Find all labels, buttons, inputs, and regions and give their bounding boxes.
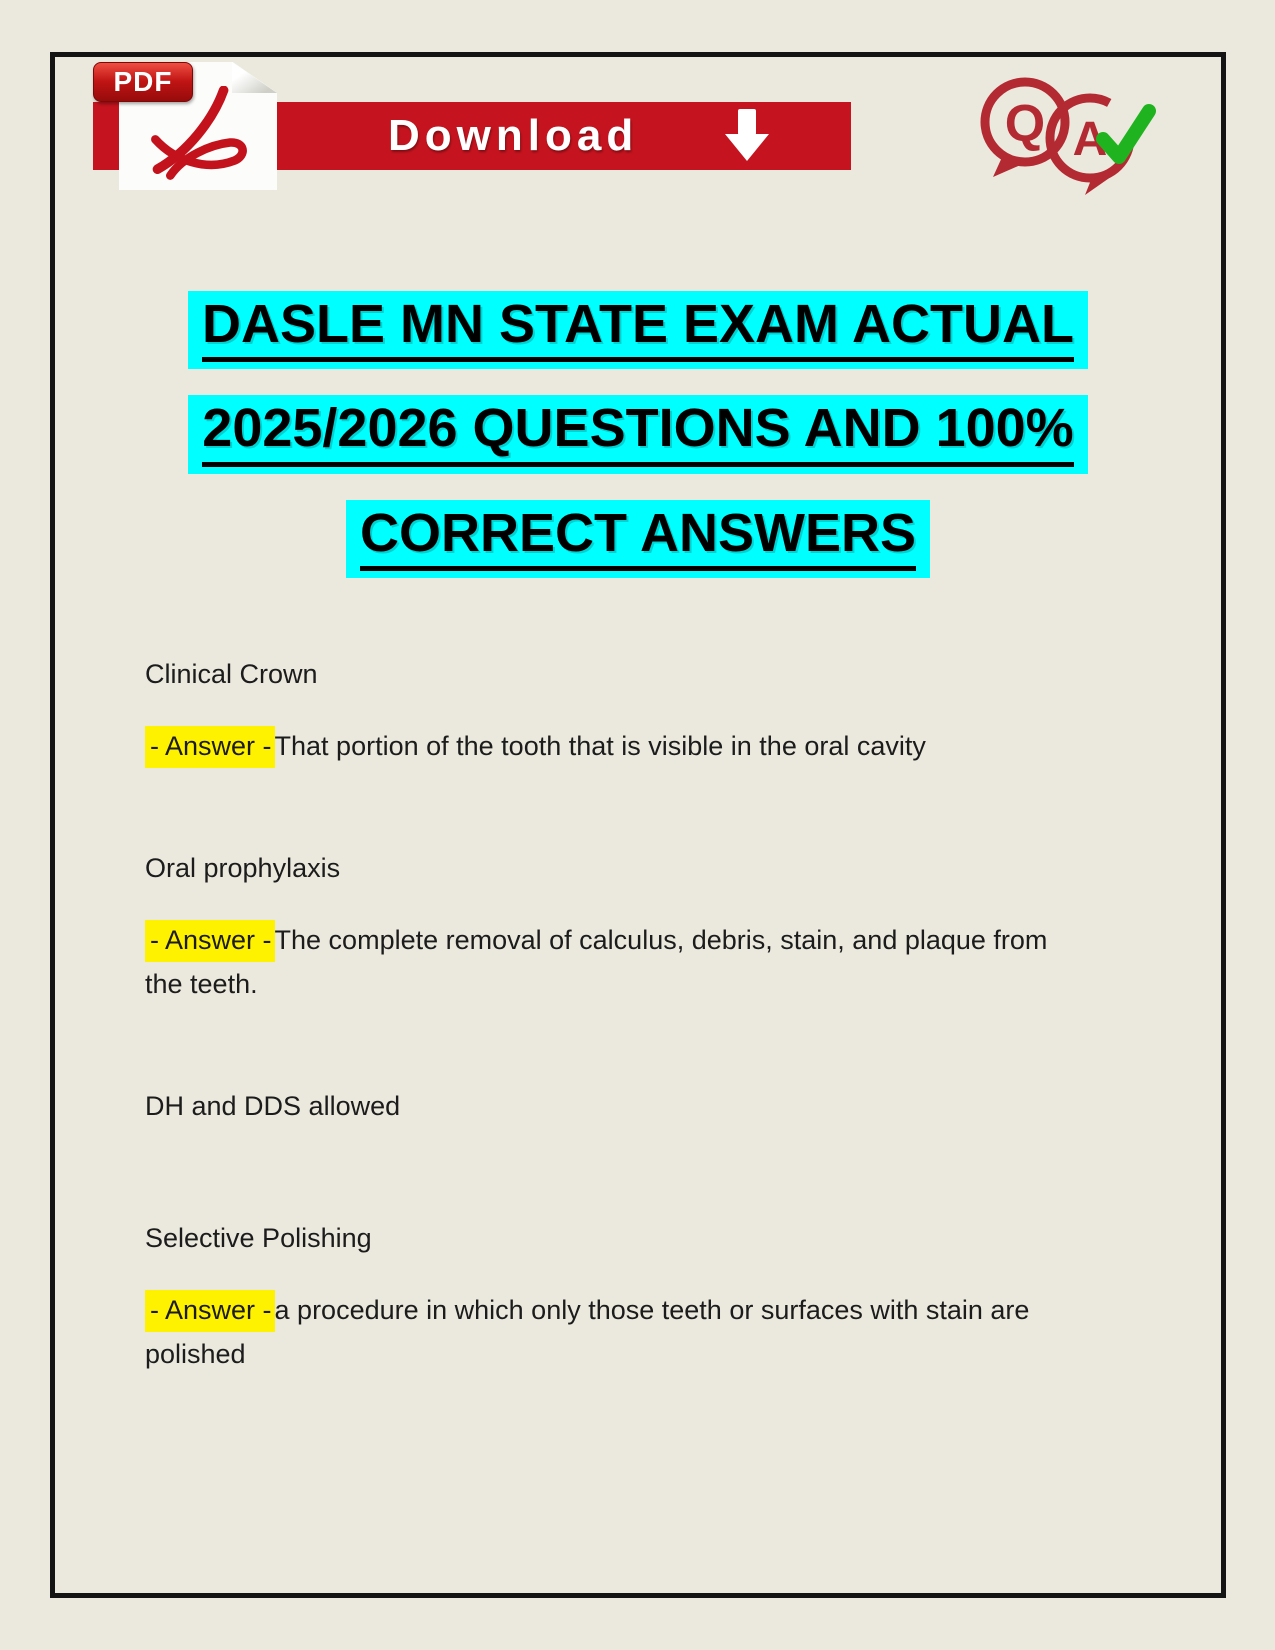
a-letter: A <box>1072 113 1108 166</box>
qa-answer <box>145 724 1075 768</box>
qa-logo <box>973 75 1173 195</box>
answer-highlight: - Answer - <box>145 920 275 962</box>
document-title <box>55 291 1221 604</box>
answer-text: a procedure in which only those teeth or surfaces with stain are polished <box>145 1295 1030 1369</box>
pdf-badge: PDF <box>93 62 193 102</box>
download-arrow-icon[interactable] <box>711 109 783 165</box>
answer-text: The complete removal of calculus, debris, stain, and plaque from the teeth. <box>145 925 1048 999</box>
qa-term: DH and DDS allowed <box>145 1091 401 1121</box>
qa-item <box>145 1090 1166 1122</box>
title-line-2: 2025/2026 QUESTIONS AND 100% <box>55 395 1221 473</box>
qa-item <box>145 1222 1166 1376</box>
qa-term: Oral prophylaxis <box>145 853 341 883</box>
pdf-file-icon[interactable] <box>115 60 280 192</box>
qa-item <box>145 852 1166 1006</box>
qa-term: Selective Polishing <box>145 1223 372 1253</box>
qa-answer <box>145 1288 1075 1376</box>
qa-item <box>145 658 1166 768</box>
answer-highlight: - Answer - <box>145 726 275 768</box>
q-letter: Q <box>1004 95 1046 153</box>
qa-term: Clinical Crown <box>145 659 318 689</box>
qa-answer <box>145 918 1075 1006</box>
title-line-1: DASLE MN STATE EXAM ACTUAL <box>55 291 1221 369</box>
qa-list <box>145 658 1166 1376</box>
title-line-3: CORRECT ANSWERS <box>55 500 1221 578</box>
answer-highlight: - Answer - <box>145 1290 275 1332</box>
download-label[interactable]: Download <box>388 111 639 160</box>
page-frame <box>50 52 1226 1598</box>
checkmark-icon <box>1103 111 1149 157</box>
answer-text: That portion of the tooth that is visible in the oral cavity <box>274 731 926 761</box>
